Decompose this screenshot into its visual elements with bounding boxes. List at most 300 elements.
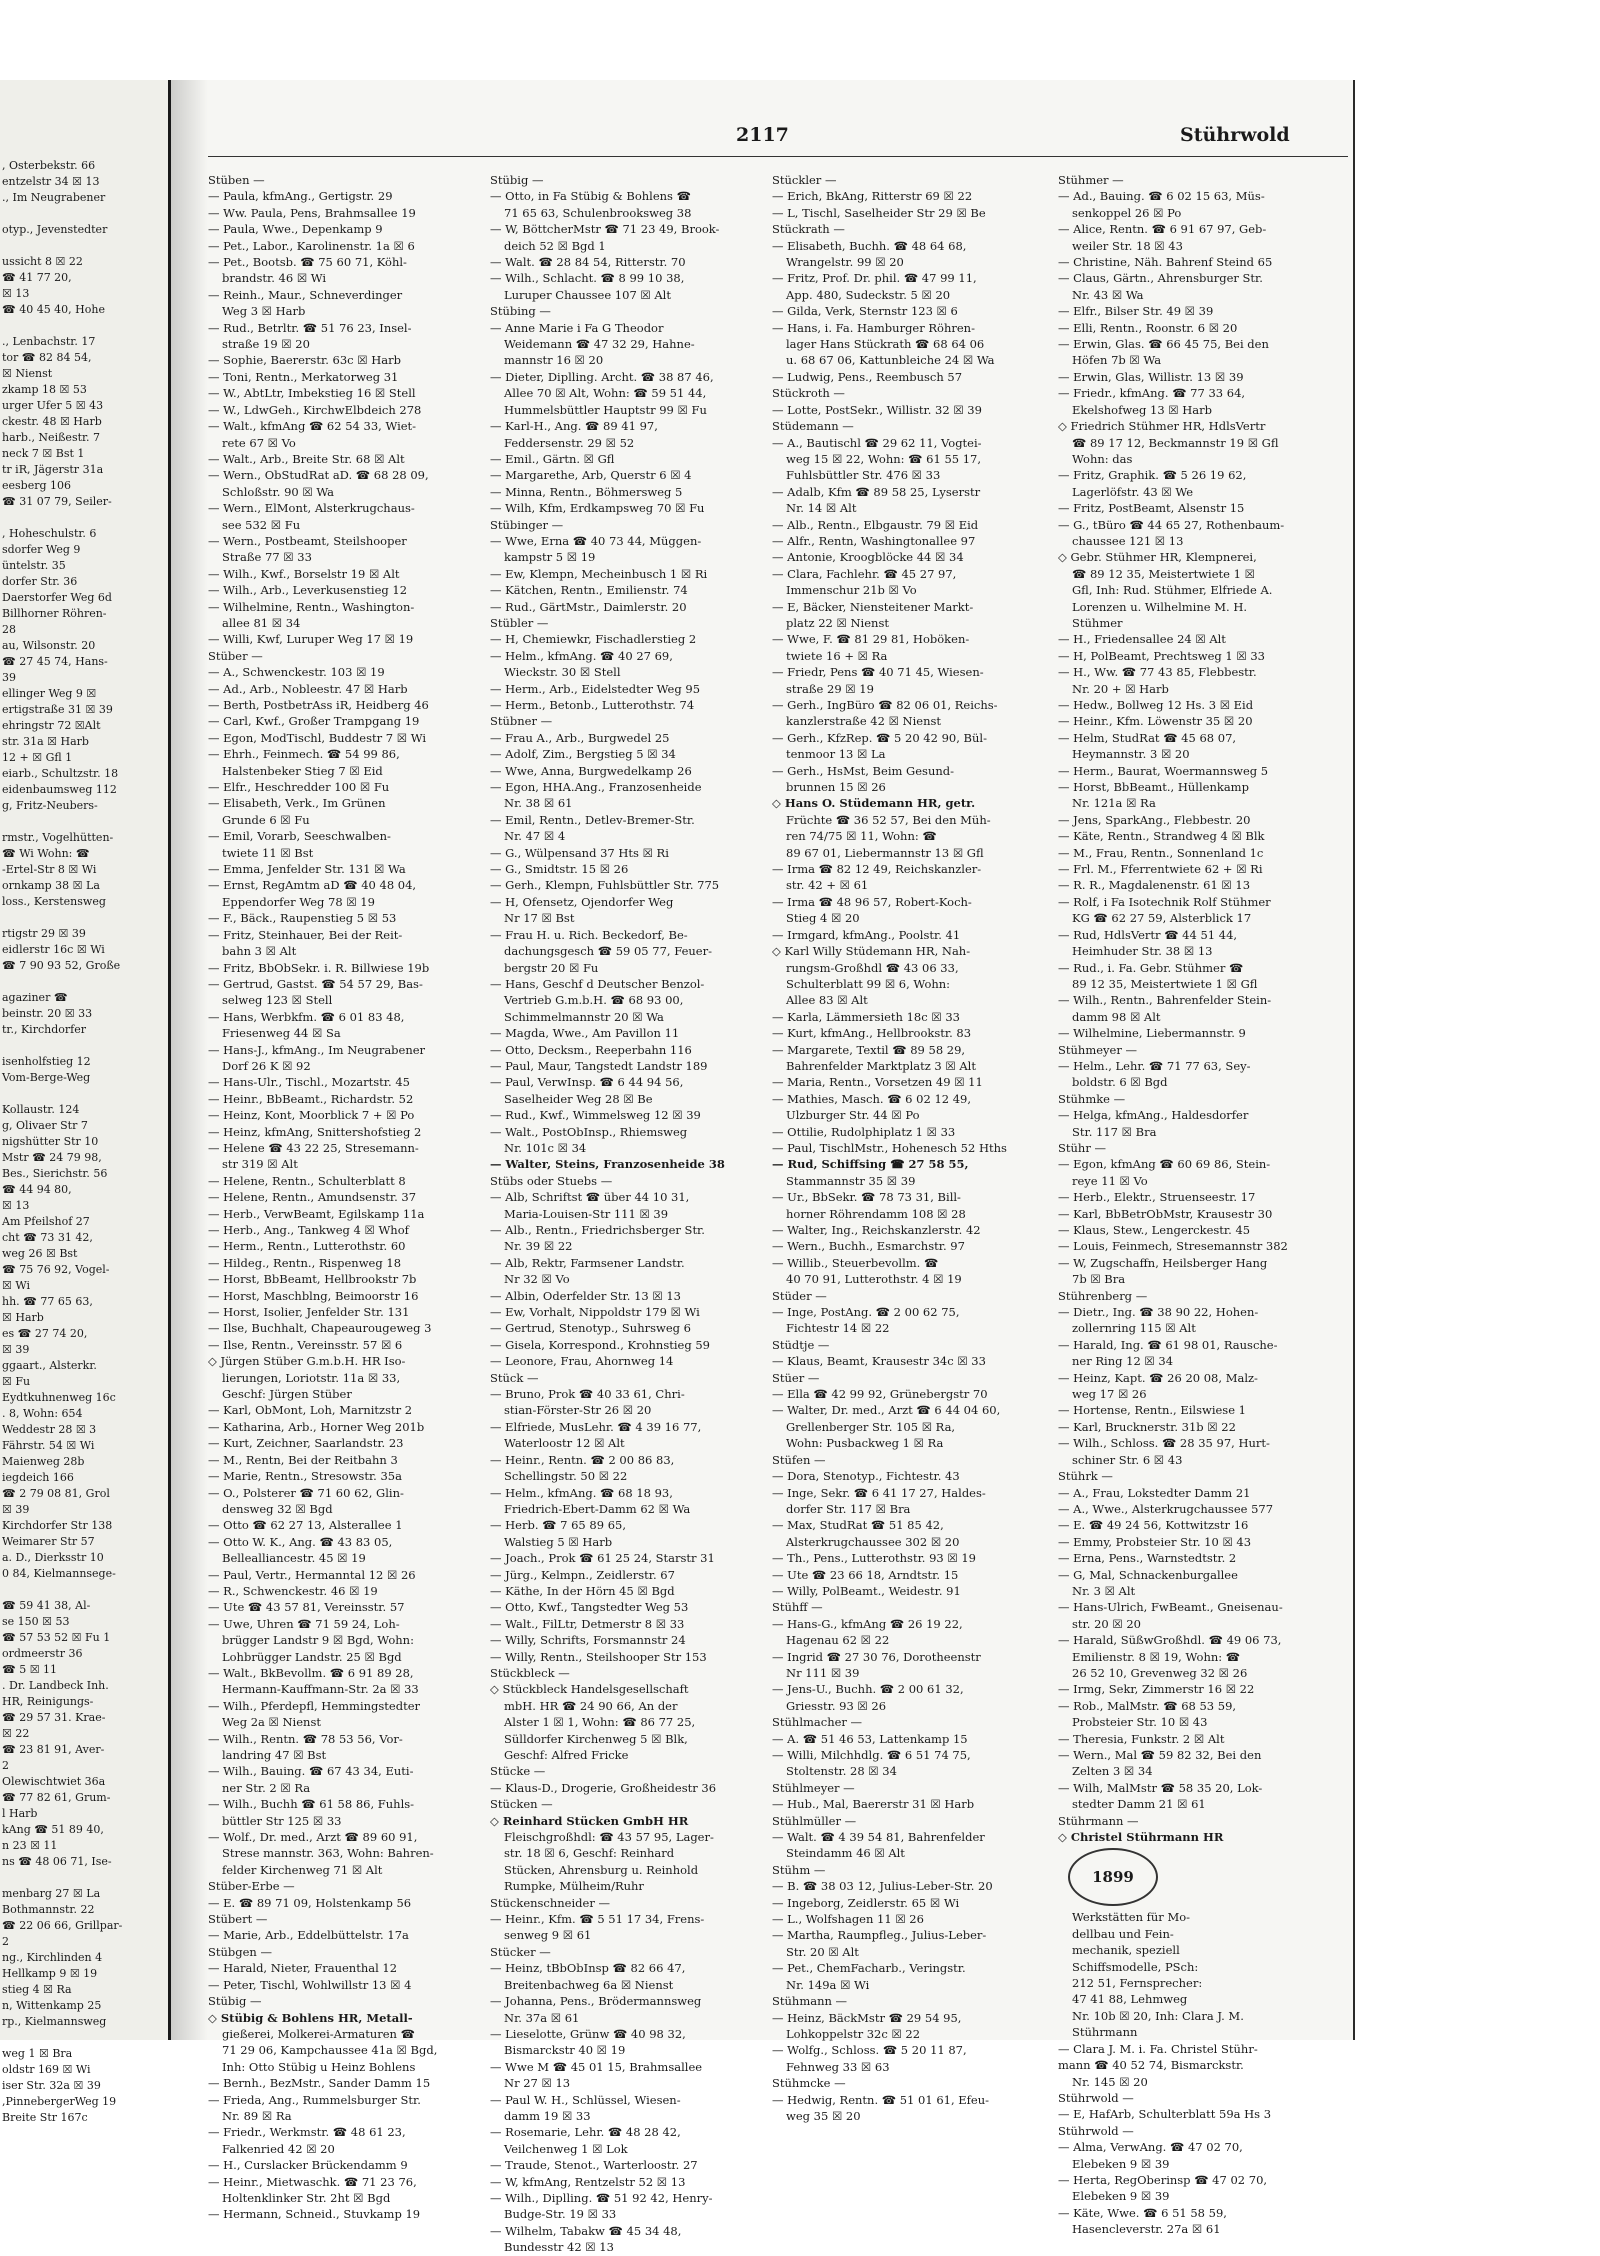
prev-page-line: Mstr ☎ 24 79 98, (2, 1151, 102, 1164)
surname-heading: Stührwold — (1058, 2123, 1134, 2138)
directory-entry: — Heinz, Kapt. ☎ 26 20 08, Malz- (1058, 1370, 1258, 1385)
prev-page-line: ordmeerstr 36 (2, 1647, 83, 1660)
directory-entry: — Ute ☎ 43 57 81, Vereinsstr. 57 (208, 1600, 405, 1615)
directory-entry: — Albin, Oderfelder Str. 13 ☒ 13 (490, 1288, 681, 1303)
prev-page-line: Weddestr 28 ☒ 3 (2, 1423, 97, 1436)
directory-entry: rete 67 ☒ Vo (222, 435, 296, 450)
surname-heading: Stührenberg — (1058, 1288, 1148, 1303)
directory-entry: — Paul, Vertr., Hermanntal 12 ☒ 26 (208, 1567, 416, 1582)
prev-page-line: ☎ 41 77 20, (2, 271, 72, 284)
directory-entry: — Theresia, Funkstr. 2 ☒ Alt (1058, 1731, 1225, 1746)
directory-entry: — Rob., MalMstr. ☎ 68 53 59, (1058, 1698, 1237, 1713)
directory-entry: Maria-Louisen-Str 111 ☒ 39 (504, 1206, 669, 1221)
directory-entry: — Margarete, Textil ☎ 89 58 29, (772, 1042, 966, 1057)
directory-entry: Immenschur 21b ☒ Vo (786, 583, 917, 598)
directory-entry: — A. ☎ 51 46 53, Lattenkamp 15 (772, 1731, 968, 1746)
directory-entry: weiler Str. 18 ☒ 43 (1072, 238, 1183, 253)
directory-entry: Nr. 14 ☒ Alt (786, 501, 857, 516)
directory-entry: — Horst, Maschblng, Beimoorstr 16 (208, 1288, 419, 1303)
prev-page-line (2, 238, 166, 254)
directory-entry: deich 52 ☒ Bgd 1 (504, 238, 606, 253)
prev-page-line: rmstr., Vogelhütten- (2, 831, 114, 844)
directory-entry: kanzlerstraße 42 ☒ Nienst (786, 714, 942, 729)
header-rule (208, 156, 1348, 157)
directory-entry: — Wilhelm, Tabakw ☎ 45 34 48, (490, 2223, 682, 2238)
directory-entry: — H., Ww. ☎ 77 43 85, Flebbestr. (1058, 665, 1257, 680)
directory-entry: — Bernh., BezMstr., Sander Damm 15 (208, 2076, 431, 2091)
prev-page-line: 2 (2, 1935, 9, 1948)
directory-entry: zollernring 115 ☒ Alt (1072, 1321, 1196, 1336)
directory-entry: Lohbrügger Landstr. 25 ☒ Bgd (222, 1649, 402, 1664)
prev-page-line: ☎ 75 76 92, Vogel- (2, 1263, 110, 1276)
directory-entry: densweg 32 ☒ Bgd (222, 1501, 333, 1516)
directory-entry: twiete 16 + ☒ Ra (786, 648, 888, 663)
prev-page-line: otyp., Jevenstedter (2, 223, 108, 236)
directory-entry: — H, Ofensetz, Ojendorfer Weg (490, 894, 674, 909)
directory-entry: — Fritz, Prof. Dr. phil. ☎ 47 99 11, (772, 271, 977, 286)
directory-entry: boldstr. 6 ☒ Bgd (1072, 1075, 1168, 1090)
surname-heading: Stübgen — (208, 1944, 272, 1959)
prev-page-line: ng., Kirchlinden 4 (2, 1951, 103, 1964)
directory-entry: — Helene, Rentn., Schulterblatt 8 (208, 1173, 406, 1188)
directory-entry: felder Kirchenweg 71 ☒ Alt (222, 1862, 383, 1877)
prev-page-line: rtigstr 29 ☒ 39 (2, 927, 86, 940)
directory-entry: Nr. 149a ☒ Wi (786, 1977, 870, 1992)
directory-entry: Dorf 26 K ☒ 92 (222, 1058, 311, 1073)
surname-heading: Stühlmüller — (772, 1813, 857, 1828)
firm-emblem-logo: 1899 (1068, 1848, 1158, 1906)
directory-entry: — Ilse, Rentn., Vereinsstr. 57 ☒ 6 (208, 1337, 403, 1352)
directory-entry: — Otto ☎ 62 27 13, Alsterallee 1 (208, 1518, 403, 1533)
directory-entry: str. 20 ☒ 20 (1072, 1616, 1141, 1631)
surname-heading: Stübig — (490, 173, 544, 187)
directory-entry: — Hans-J., kfmAng., Im Neugrabener (208, 1042, 426, 1057)
directory-entry: — M., Rentn, Bei der Reitbahn 3 (208, 1452, 398, 1467)
directory-entry: — Fritz, Graphik. ☎ 5 26 19 62, (1058, 468, 1247, 483)
prev-page-line: ,PinnebergerWeg 19 (2, 2095, 117, 2108)
directory-entry: weg 15 ☒ 22, Wohn: ☎ 61 55 17, (786, 451, 982, 466)
directory-entry: — Frau H. u. Rich. Beckedorf, Be- (490, 927, 688, 942)
directory-entry: — Claus, Gärtn., Ahrensburger Str. (1058, 271, 1263, 286)
directory-entry: — Ew, Klempn, Mecheinbusch 1 ☒ Ri (490, 566, 708, 581)
prev-page-line (2, 1582, 166, 1598)
directory-entry: — W, Zugschaffn, Heilsberger Hang (1058, 1255, 1268, 1270)
directory-entry: ☎ 89 12 35, Meistertwiete 1 ☒ (1072, 566, 1255, 581)
directory-entry: weg 17 ☒ 26 (1072, 1387, 1147, 1402)
directory-entry: — Willy, Schrifts, Forsmannstr 24 (490, 1633, 686, 1648)
directory-entry: — Alb, Schriftst ☎ über 44 10 31, (490, 1190, 690, 1205)
directory-entry: — Helene ☎ 43 22 25, Stresemann- (208, 1140, 419, 1155)
directory-entry: — Sophie, Baererstr. 63c ☒ Harb (208, 353, 401, 368)
directory-entry: App. 480, Sudeckstr. 5 ☒ 20 (786, 287, 951, 302)
prev-page-line: ertigstraße 31 ☒ 39 (2, 703, 113, 716)
directory-entry: — Walt., kfmAng ☎ 62 54 33, Wiet- (208, 419, 417, 434)
directory-entry: Geschf: Alfred Fricke (504, 1748, 629, 1762)
directory-entry: — Wwe, Erna ☎ 40 73 44, Müggen- (490, 533, 702, 548)
directory-entry: mechanik, speziell (1072, 1943, 1180, 1958)
prev-page-line: 28 (2, 623, 16, 636)
directory-entry: Halstenbeker Stieg 7 ☒ Eid (222, 763, 383, 778)
directory-entry: — Alfr., Rentn, Washingtonallee 97 (772, 533, 976, 548)
prev-page-line: ☒ Fu (2, 1375, 31, 1388)
prev-page-line: g, Fritz-Neubers- (2, 799, 98, 812)
directory-entry: — Horst, BbBeamt., Hüllenkamp (1058, 780, 1249, 795)
directory-entry: ner Str. 2 ☒ Ra (222, 1780, 311, 1795)
prev-page-line: tr., Kirchdorfer (2, 1023, 86, 1036)
directory-entry: Rumpke, Mülheim/Ruhr (504, 1879, 644, 1894)
directory-entry: — Willy, PolBeamt., Weidestr. 91 (772, 1583, 961, 1598)
directory-entry: ◇ Hans O. Stüdemann HR, getr. (772, 796, 976, 811)
directory-entry: Budge-Str. 19 ☒ 33 (504, 2207, 617, 2222)
directory-entry: — Irma ☎ 48 96 57, Robert-Koch- (772, 894, 972, 909)
directory-entry: — E, Bäcker, Niensteitener Markt- (772, 599, 974, 614)
directory-entry: — Ella ☎ 42 99 92, Grünebergstr 70 (772, 1387, 988, 1402)
directory-entry: — Wilh., Bauing. ☎ 67 43 34, Euti- (208, 1764, 414, 1779)
directory-entry: — Wilh, Kfm, Erdkampsweg 70 ☒ Fu (490, 501, 705, 516)
directory-entry: — Wilh., Rentn., Bahrenfelder Stein- (1058, 993, 1272, 1008)
directory-entry: — Rolf, i Fa Isotechnik Rolf Stühmer (1058, 894, 1271, 909)
directory-entry: Str. 20 ☒ Alt (786, 1944, 859, 1959)
directory-entry: Werkstätten für Mo- (1072, 1910, 1191, 1925)
directory-entry: Schellingstr. 50 ☒ 22 (504, 1469, 628, 1484)
directory-entry: ren 74/75 ☒ 11, Wohn: ☎ (786, 829, 937, 844)
directory-entry: dachungsgesch ☎ 59 05 77, Feuer- (504, 944, 712, 959)
directory-entry: — Walt. ☎ 4 39 54 81, Bahrenfelder (772, 1830, 985, 1845)
directory-entry: Weidemann ☎ 47 32 29, Hahne- (504, 337, 695, 352)
directory-entry: Nr. 121a ☒ Ra (1072, 796, 1156, 811)
directory-entry: str 319 ☒ Alt (222, 1157, 298, 1172)
directory-entry: — Karl, ObMont, Loh, Marnitzstr 2 (208, 1403, 413, 1418)
prev-page-line: ☎ 22 06 66, Grillpar- (2, 1919, 123, 1932)
directory-entry: Falkenried 42 ☒ 20 (222, 2141, 335, 2156)
directory-entry: — Gertrud, Gastst. ☎ 54 57 29, Bas- (208, 976, 423, 991)
directory-entry: kampstr 5 ☒ 19 (504, 550, 596, 565)
surname-heading: Stühmann — (772, 1994, 848, 2009)
directory-entry: — Wilh., Schloss. ☎ 28 35 97, Hurt- (1058, 1436, 1270, 1451)
directory-entry: dellbau und Fein- (1072, 1926, 1174, 1941)
directory-entry: — Wolfg., Schloss. ☎ 5 20 11 87, (772, 2043, 967, 2058)
surname-heading: Stübing — (490, 304, 551, 319)
directory-entry: — Gisela, Korrespond., Krohnstieg 59 (490, 1337, 710, 1352)
directory-entry: — Friedr., kfmAng. ☎ 77 33 64, (1058, 386, 1246, 401)
directory-entry: — Irmgard, kfmAng., Poolstr. 41 (772, 927, 961, 942)
directory-entry: — Egon, kfmAng ☎ 60 69 86, Stein- (1058, 1157, 1271, 1172)
directory-entry: Geschf: Jürgen Stüber (222, 1387, 352, 1402)
directory-entry: — Margarethe, Arb, Querstr 6 ☒ 4 (490, 468, 692, 483)
directory-entry: — Lotte, PostSekr., Willistr. 32 ☒ 39 (772, 402, 982, 417)
prev-page-line: weg 1 ☒ Bra (2, 2047, 73, 2060)
directory-entry: twiete 11 ☒ Bst (222, 845, 314, 860)
directory-entry: — E. ☎ 89 71 09, Holstenkamp 56 (208, 1895, 412, 1910)
directory-entry: — Helga, kfmAng., Haldesdorfer (1058, 1108, 1249, 1123)
directory-entry: — Paul, VerwInsp. ☎ 6 44 94 56, (490, 1075, 684, 1090)
directory-entry: — Walter, Steins, Franzosenheide 38 (490, 1157, 725, 1172)
directory-entry: KG ☎ 62 27 59, Alsterblick 17 (1072, 911, 1252, 926)
prev-page-line: -Ertel-Str 8 ☒ Wi (2, 863, 97, 876)
directory-entry: — A., Wwe., Alsterkrugchaussee 577 (1058, 1501, 1274, 1516)
directory-entry: — Hans, Geschf d Deutscher Benzol- (490, 976, 705, 991)
surname-heading: Stüber-Erbe — (208, 1879, 295, 1894)
prev-page-line: ☒ 13 (2, 287, 30, 300)
prev-page-line: l Harb (2, 1807, 38, 1820)
directory-entry: — Kurt, Zeichner, Saarlandstr. 23 (208, 1436, 404, 1451)
prev-page-line: ☎ 40 45 40, Hohe (2, 303, 105, 316)
directory-entry: stian-Förster-Str 26 ☒ 20 (504, 1403, 652, 1418)
directory-entry: lager Hans Stückrath ☎ 68 64 06 (786, 337, 985, 352)
directory-entry: Nr. 47 ☒ 4 (504, 829, 566, 844)
directory-entry: — Johanna, Pens., Brödermannsweg (490, 1994, 702, 2009)
directory-entry: Nr. 20 + ☒ Harb (1072, 681, 1169, 696)
directory-entry: — Lieselotte, Grünw ☎ 40 98 32, (490, 2026, 686, 2041)
surname-heading: Stückbleck — (490, 1665, 570, 1680)
directory-entry: — Helm, StudRat ☎ 45 68 07, (1058, 730, 1237, 745)
prev-page-line: n, Wittenkamp 25 (2, 1999, 102, 2012)
directory-entry: — Dora, Stenotyp., Fichtestr. 43 (772, 1469, 960, 1484)
directory-entry: horner Röhrendamm 108 ☒ 28 (786, 1206, 966, 1221)
directory-entry: — Wwe M ☎ 45 01 15, Brahmsallee (490, 2059, 703, 2074)
prev-page-line: ☎ 5 ☒ 11 (2, 1663, 58, 1676)
surname-heading: Stückroth — (772, 386, 845, 401)
directory-entry: — M., Frau, Rentn., Sonnenland 1c (1058, 845, 1264, 860)
surname-heading: Stüfen — (772, 1452, 826, 1467)
directory-entry: — Gerh., IngBüro ☎ 82 06 01, Reichs- (772, 698, 998, 712)
directory-entry: — Gilda, Verk, Sternstr 123 ☒ 6 (772, 304, 958, 319)
previous-page-lines (2, 158, 166, 2126)
directory-entry: — G., Smidtstr. 15 ☒ 26 (490, 862, 629, 877)
directory-entry: — Ehrh., Feinmech. ☎ 54 99 86, (208, 747, 400, 762)
prev-page-line: ☎ 77 82 61, Grum- (2, 1791, 111, 1804)
prev-page-line: hh. ☎ 77 65 63, (2, 1295, 93, 1308)
directory-entry: — Walt., FilLtr, Detmerstr 8 ☒ 33 (490, 1616, 685, 1631)
running-head: Stührwold (1180, 124, 1290, 146)
prev-page-line: Kollaustr. 124 (2, 1103, 80, 1116)
directory-entry: ◇ Reinhard Stücken GmbH HR (490, 1813, 689, 1828)
prev-page-line: ornkamp 38 ☒ La (2, 879, 100, 892)
directory-entry: Ulzburger Str. 44 ☒ Po (786, 1108, 920, 1123)
directory-entry: — Friedr., Werkmstr. ☎ 48 61 23, (208, 2125, 406, 2140)
prev-page-line: weg 26 ☒ Bst (2, 1247, 78, 1260)
directory-entry: — Rud., Kwf., Wimmelsweg 12 ☒ 39 (490, 1108, 701, 1123)
directory-entry: 26 52 10, Grevenweg 32 ☒ 26 (1072, 1665, 1248, 1680)
directory-entry: bahn 3 ☒ Alt (222, 944, 297, 959)
prev-page-line: rp., Kielmannsweg (2, 2015, 107, 2028)
directory-entry: — Jens, SparkAng., Flebbestr. 20 (1058, 812, 1251, 827)
directory-entry: ◇ Christel Stührmann HR (1058, 1830, 1224, 1845)
directory-entry: — L., Wolfshagen 11 ☒ 26 (772, 1912, 924, 1927)
surname-heading: Stübs oder Stuebs — (490, 1173, 613, 1188)
directory-entry: — Friedr, Pens ☎ 40 71 45, Wiesen- (772, 665, 984, 680)
directory-entry: Lorenzen u. Wilhelmine M. H. (1072, 599, 1247, 614)
directory-entry: — Louis, Feinmech, Stresemannstr 382 (1058, 1239, 1288, 1254)
surname-heading: Stüdemann — (772, 419, 854, 434)
directory-entry: — Ernst, RegAmtm aD ☎ 40 48 04, (208, 878, 417, 893)
directory-entry: — Frieda, Ang., Rummelsburger Str. (208, 2092, 421, 2107)
directory-entry: Fichtestr 14 ☒ 22 (786, 1321, 890, 1336)
directory-entry: — Walt. ☎ 28 84 54, Ritterstr. 70 (490, 255, 686, 270)
prev-page-line: eiarb., Schultzstr. 18 (2, 767, 119, 780)
directory-entry: Heymannstr. 3 ☒ 20 (1072, 747, 1190, 762)
directory-entry: — Hedwig, Rentn. ☎ 51 01 61, Efeu- (772, 2092, 990, 2107)
prev-page-line: ckestr. 48 ☒ Harb (2, 415, 102, 428)
directory-entry: Zelten 3 ☒ 34 (1072, 1764, 1153, 1779)
directory-entry: 89 67 01, Liebermannstr 13 ☒ Gfl (786, 845, 984, 860)
directory-entry: — Clara, Fachlehr. ☎ 45 27 97, (772, 566, 957, 581)
directory-entry: dorfer Str. 117 ☒ Bra (786, 1501, 911, 1516)
directory-entry: mannstr 16 ☒ 20 (504, 353, 604, 368)
prev-page-line: Olewischtwiet 36a (2, 1775, 106, 1788)
surname-heading: Stüber — (208, 648, 263, 663)
directory-entry: — Rud, HdlsVertr ☎ 44 51 44, (1058, 927, 1238, 942)
surname-heading: Stückler — (772, 173, 837, 187)
directory-entry: Wrangelstr. 99 ☒ 20 (786, 255, 904, 270)
directory-entry: Nr. 43 ☒ Wa (1072, 287, 1144, 302)
directory-entry: senweg 9 ☒ 61 (504, 1928, 592, 1943)
surname-heading: Stühr — (1058, 1140, 1106, 1155)
directory-entry: selweg 123 ☒ Stell (222, 993, 333, 1008)
surname-heading: Stühm — (772, 1862, 826, 1877)
directory-entry: Bismarckstr 40 ☒ 19 (504, 2043, 626, 2058)
prev-page-line: Bes., Sierichstr. 56 (2, 1167, 108, 1180)
prev-page-line: sdorfer Weg 9 (2, 543, 81, 556)
prev-page-line: nigshütter Str 10 (2, 1135, 99, 1148)
directory-entry: — Gerh., KfzRep. ☎ 5 20 42 90, Bül- (772, 730, 987, 745)
prev-page-line: ☎ 23 81 91, Aver- (2, 1743, 105, 1756)
directory-entry: — Käte, Wwe. ☎ 6 51 58 59, (1058, 2205, 1227, 2220)
surname-heading: Stübner — (490, 714, 553, 729)
prev-page-line: ☎ 44 94 80, (2, 1183, 72, 1196)
prev-page-line: ☎ 7 90 93 52, Große (2, 959, 121, 972)
directory-entry: — W., LdwGeh., KirchwElbdeich 278 (208, 402, 422, 417)
prev-page-line: Billhorner Röhren- (2, 607, 107, 620)
directory-entry: — Adolf, Zim., Bergstieg 5 ☒ 34 (490, 747, 676, 762)
prev-page-line: . Dr. Landbeck Inh. (2, 1679, 109, 1692)
directory-entry: Früchte ☎ 36 52 57, Bei den Müh- (786, 812, 991, 827)
directory-entry: Schulterblatt 99 ☒ 6, Wohn: (786, 976, 951, 991)
surname-heading: Stühmke — (1058, 1091, 1126, 1106)
directory-entry: — Herb. ☎ 7 65 89 65, (490, 1518, 626, 1533)
directory-entry: Feddersenstr. 29 ☒ 52 (504, 435, 635, 450)
directory-entry: mbH. HR ☎ 24 90 66, An der (504, 1698, 678, 1713)
directory-entry: lierungen, Loriotstr. 11a ☒ 33, (222, 1370, 401, 1385)
directory-entry: — Wilh., Pferdepfl, Hemmingstedter (208, 1698, 421, 1713)
directory-entry: Breitenbachweg 6a ☒ Nienst (504, 1977, 674, 1992)
directory-entry: — Clara J. M. i. Fa. Christel Stühr- (1058, 2041, 1258, 2056)
directory-entry: tenmoor 13 ☒ La (786, 747, 886, 762)
directory-entry: str. 18 ☒ 6, Geschf: Reinhard (504, 1846, 675, 1861)
prev-page-line: loss., Kerstensweg (2, 895, 106, 908)
directory-entry: — Paul, TischlMstr., Hohenesch 52 Hths (772, 1140, 1007, 1155)
directory-entry: — Otto, Decksm., Reeperbahn 116 (490, 1042, 692, 1057)
prev-page-line (2, 1870, 166, 1886)
directory-entry: — W., AbtLtr, Imbekstieg 16 ☒ Stell (208, 386, 416, 401)
prev-page-line: neck 7 ☒ Bst 1 (2, 447, 85, 460)
directory-entry: — Berth, PostbetrAss iR, Heidberg 46 (208, 698, 429, 712)
directory-entry: — Kurt, kfmAng., Hellbrookstr. 83 (772, 1026, 972, 1041)
directory-entry: — Herm., Rentn., Lutterothstr. 60 (208, 1239, 406, 1254)
directory-entry: Alsterkrugchaussee 302 ☒ 20 (786, 1534, 960, 1549)
directory-entry: Alster 1 ☒ 1, Wohn: ☎ 86 77 25, (504, 1715, 696, 1730)
prev-page-line (2, 1086, 166, 1102)
directory-entry: ◇ Gebr. Stühmer HR, Klempnerei, (1058, 550, 1257, 565)
prev-page-line: n 23 ☒ 11 (2, 1839, 58, 1852)
directory-entry: — R., Schwenckestr. 46 ☒ 19 (208, 1583, 378, 1598)
surname-heading: Stücker — (490, 1944, 551, 1959)
surname-heading: Stühlmacher — (772, 1715, 863, 1730)
directory-entry: Nr 17 ☒ Bst (504, 911, 575, 926)
directory-entry: — Wern., ElMont, Alsterkrugchaus- (208, 501, 415, 516)
surname-heading: Stücken — (490, 1797, 553, 1812)
directory-entry: ◇ Stübig & Bohlens HR, Metall- (208, 2010, 413, 2025)
directory-entry: — Paula, kfmAng., Gertigstr. 29 (208, 189, 393, 204)
directory-entry: — Wern., Mal ☎ 59 82 32, Bei den (1058, 1748, 1262, 1762)
prev-page-line: au, Wilsonstr. 20 (2, 639, 96, 652)
prev-page-line: Daerstorfer Weg 6d (2, 591, 112, 604)
directory-entry: — Hans-G., kfmAng ☎ 26 19 22, (772, 1616, 963, 1631)
directory-entry: — Otto, in Fa Stübig & Bohlens ☎ (490, 189, 691, 204)
directory-entry: — Joach., Prok ☎ 61 25 24, Starstr 31 (490, 1551, 715, 1566)
prev-page-line (2, 910, 166, 926)
surname-heading: Stüben — (208, 173, 265, 187)
prev-page-line: ., Lenbachstr. 17 (2, 335, 96, 348)
directory-entry: — Wilh., Arb., Leverkusenstieg 12 (208, 583, 408, 598)
directory-entry: — Harald, Ing. ☎ 61 98 01, Rausche- (1058, 1337, 1278, 1352)
directory-entry: — Willib., Steuerbevollm. ☎ (772, 1255, 939, 1270)
directory-entry: — Elfr., Bilser Str. 49 ☒ 39 (1058, 304, 1214, 319)
directory-entry: Hagenau 62 ☒ 22 (786, 1633, 890, 1648)
directory-entry: — Alice, Rentn. ☎ 6 91 67 97, Geb- (1058, 222, 1267, 237)
directory-entry: — Hans, Werbkfm. ☎ 6 01 83 48, (208, 1009, 405, 1024)
directory-entry: Schimmelmannstr 20 ☒ Wa (504, 1009, 664, 1024)
directory-entry: Nr 111 ☒ 39 (786, 1665, 860, 1680)
column-3 (772, 172, 1042, 2124)
directory-entry: Elebeken 9 ☒ 39 (1072, 2156, 1170, 2171)
prev-page-line (2, 814, 166, 830)
directory-entry: büttler Str 125 ☒ 33 (222, 1813, 342, 1828)
directory-entry: — Dietr., Ing. ☎ 38 90 22, Hohen- (1058, 1305, 1259, 1320)
prev-page-line: ☒ 22 (2, 1727, 30, 1740)
prev-page-line: 39 (2, 671, 16, 684)
prev-page-line: tr iR, Jägerstr 31a (2, 463, 104, 476)
directory-entry: — Pet., Labor., Karolinenstr. 1a ☒ 6 (208, 238, 415, 253)
prev-page-line: ☎ 59 41 38, Al- (2, 1599, 91, 1612)
directory-entry: — Wwe, Anna, Burgwedelkamp 26 (490, 763, 692, 778)
directory-entry: — Klaus, Stew., Lengerckestr. 45 (1058, 1223, 1251, 1237)
directory-entry: — Heinr., BbBeamt., Richardstr. 52 (208, 1091, 414, 1106)
prev-page-line: ☎ Wi Wohn: ☎ (2, 847, 90, 860)
directory-entry: — Elfriede, MusLehr. ☎ 4 39 16 77, (490, 1419, 702, 1434)
surname-heading: Stübinger — (490, 517, 564, 532)
directory-entry: — Paul W. H., Schlüssel, Wiesen- (490, 2092, 681, 2107)
directory-entry: — Fritz, PostBeamt, Alsenstr 15 (1058, 501, 1245, 516)
directory-entry: — Ute ☎ 23 66 18, Arndtstr. 15 (772, 1567, 959, 1582)
directory-entry: — Erna, Pens., Warnstedtstr. 2 (1058, 1551, 1237, 1566)
directory-entry: str. 42 + ☒ 61 (786, 878, 869, 893)
directory-entry: — Gertrud, Stenotyp., Suhrsweg 6 (490, 1321, 691, 1336)
directory-entry: — Alb, Rektr, Farmsener Landstr. (490, 1255, 685, 1270)
directory-entry: — Hortense, Rentn., Eilswiese 1 (1058, 1403, 1246, 1418)
prev-page-line: 2 (2, 1759, 9, 1772)
directory-entry: — Heinz, tBbObInsp ☎ 82 66 47, (490, 1961, 686, 1976)
prev-page-line: iegdeich 166 (2, 1471, 74, 1484)
directory-entry: Luruper Chaussee 107 ☒ Alt (504, 287, 671, 302)
directory-entry: bergstr 20 ☒ Fu (504, 960, 599, 975)
directory-entry: — H, PolBeamt, Prechtsweg 1 ☒ 33 (1058, 648, 1265, 663)
directory-entry: — Ilse, Buchhalt, Chapeaurougeweg 3 (208, 1321, 432, 1336)
directory-entry: — Jürg., Kelmpn., Zeidlerstr. 67 (490, 1567, 675, 1582)
directory-entry: Inh: Otto Stübig u Heinz Bohlens (222, 2059, 416, 2074)
directory-entry: ◇ Stückbleck Handelsgesellschaft (490, 1682, 689, 1697)
directory-entry: Stührmann (1072, 2025, 1138, 2040)
